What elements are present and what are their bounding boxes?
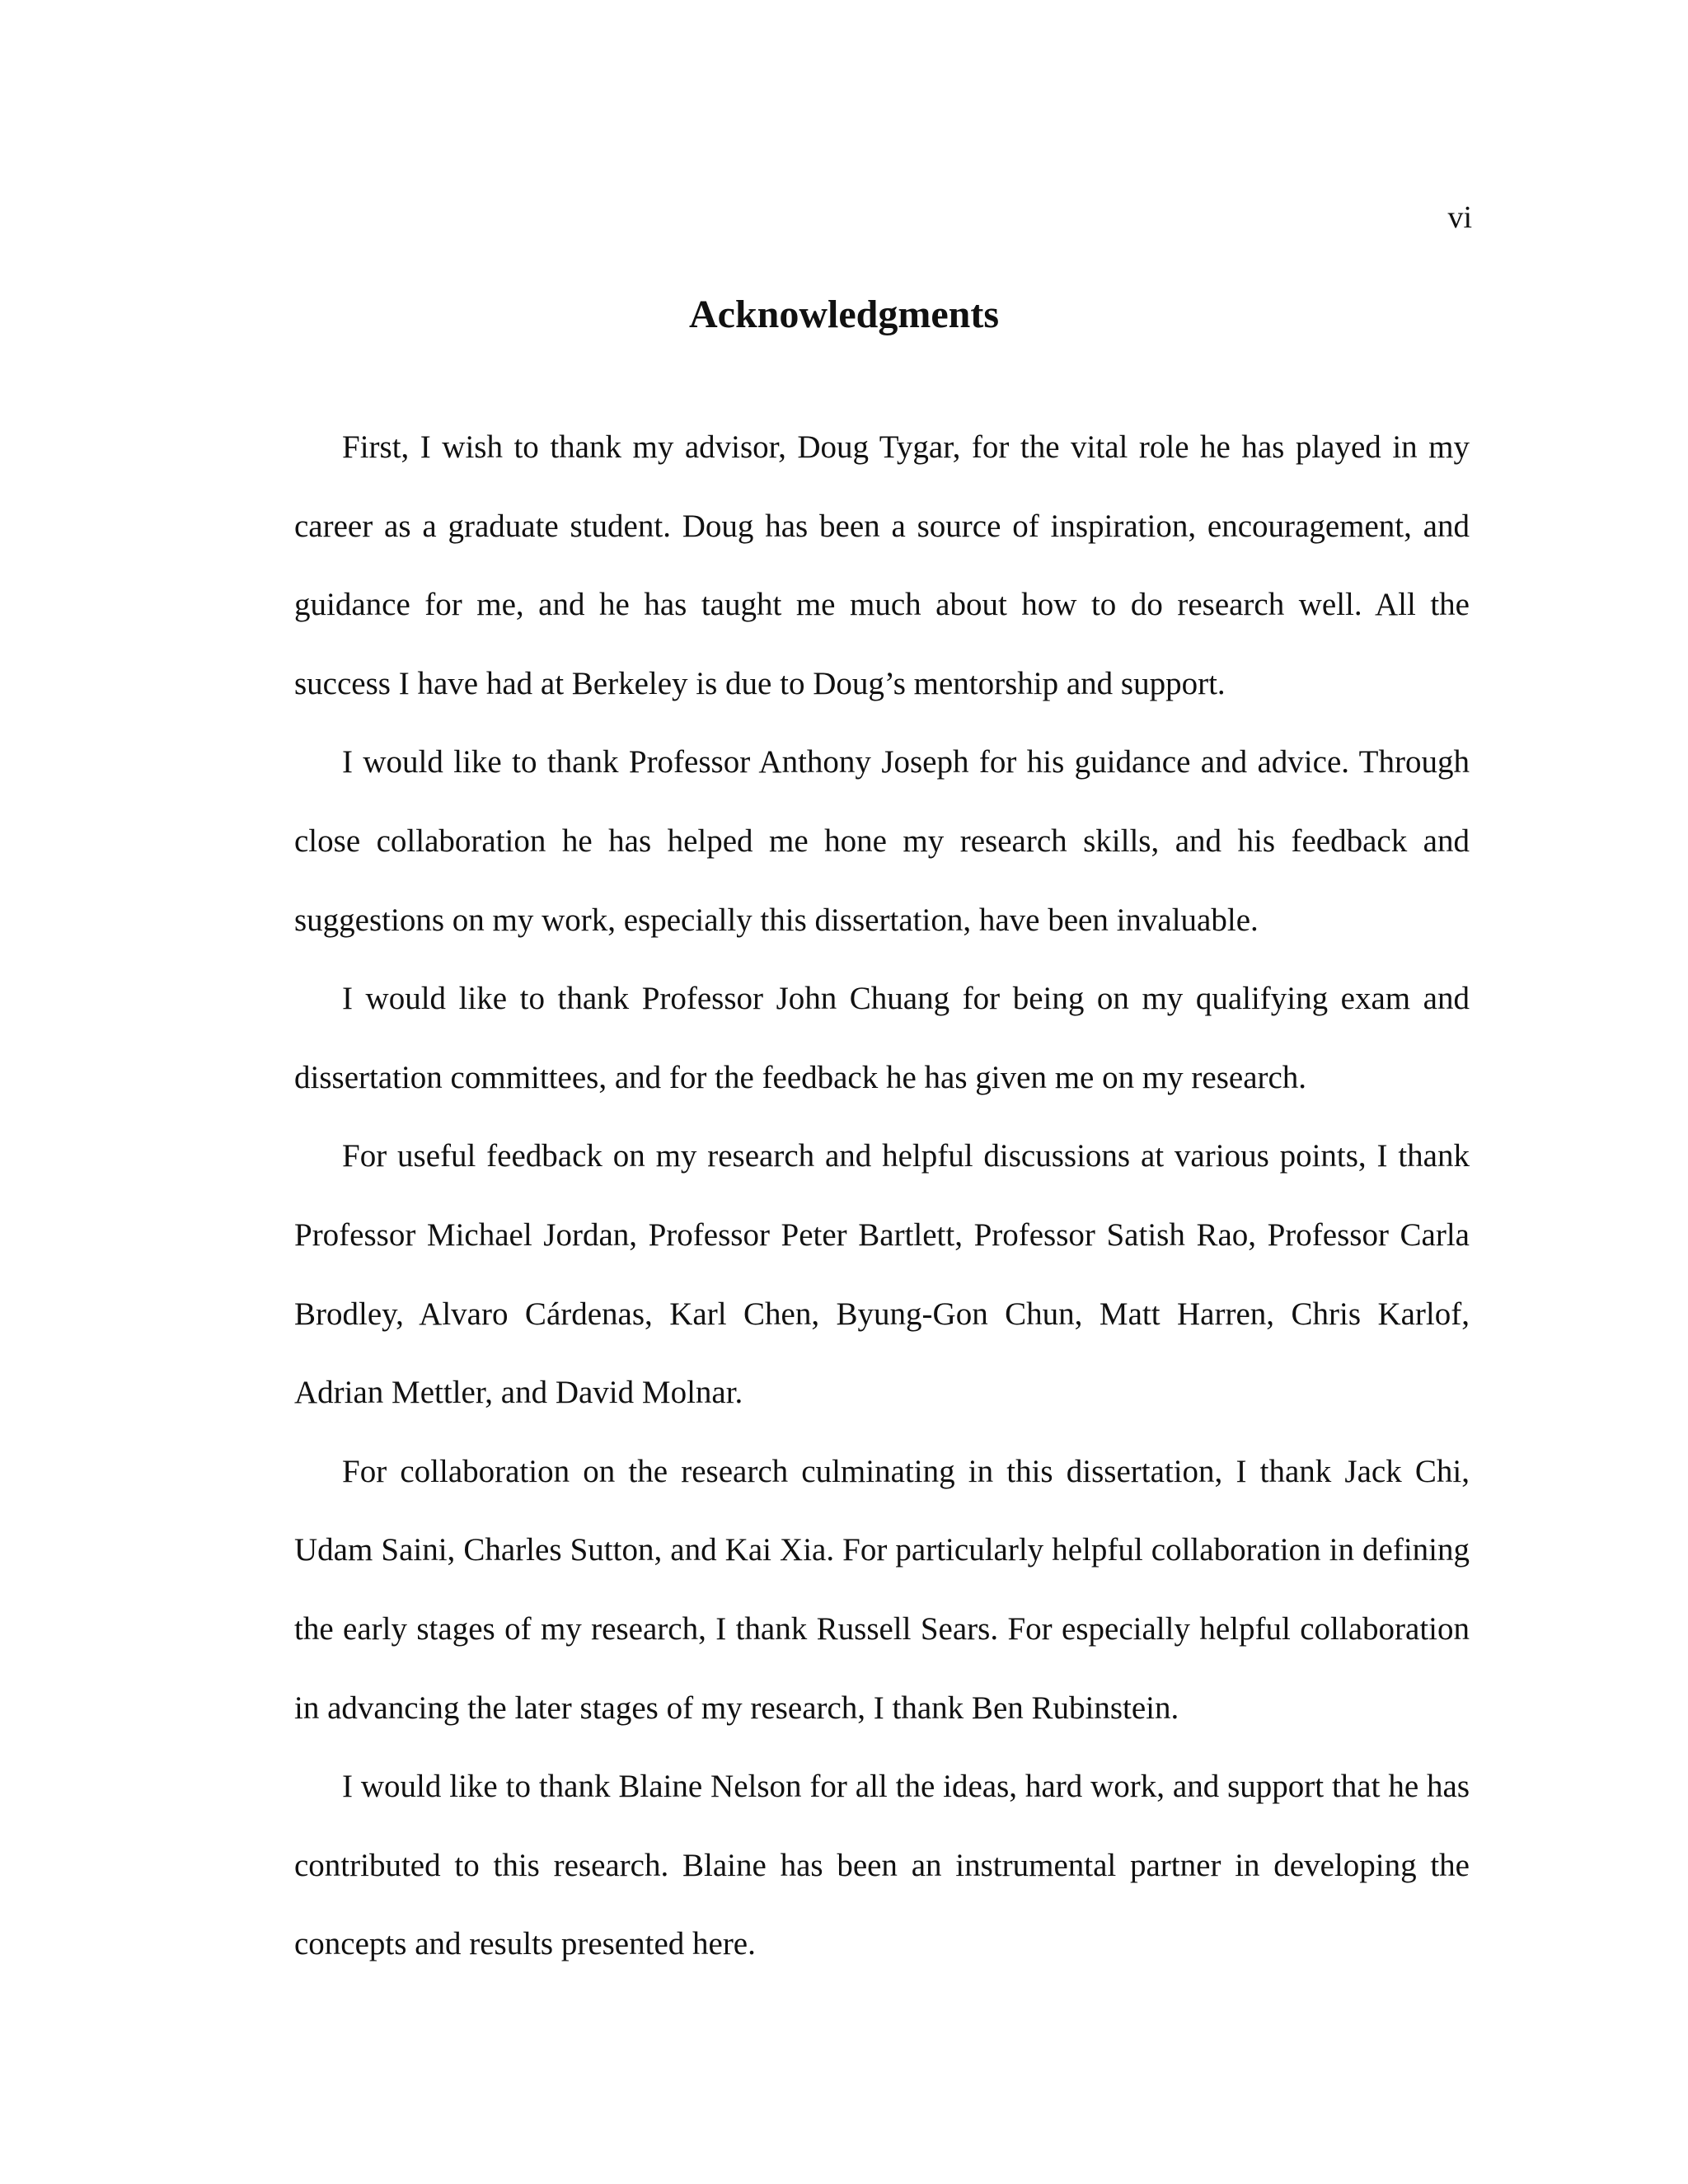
paragraph-collaboration: For collaboration on the research culminating in this dissertation, I thank Jack Chi, Udam Saini, Charles Sutton, and Kai Xia. For particularly helpful collaboration in defining the early stages of my research, I thank Russell Sears. For especially helpful collaboration in advancing the later stages of my research, I thank Ben Rubinstein. [294, 1453, 1470, 1726]
page-title: Acknowledgments [688, 293, 999, 336]
page-number: vi [1447, 200, 1472, 235]
acknowledgments-body [294, 408, 1470, 1984]
paragraph-joseph: I would like to thank Professor Anthony Joseph for his guidance and advice. Through close collaboration he has helped me hone my research skills, and his feedback and suggestions on my work, especially this dissertation, have been invaluable. [294, 744, 1470, 938]
paragraph-chuang: I would like to thank Professor John Chuang for being on my qualifying exam and dissertation committees, and for the feedback he has given me on my research. [294, 981, 1470, 1095]
paragraph-feedback: For useful feedback on my research and helpful discussions at various points, I thank Professor Michael Jordan, Professor Peter Bartlett, Professor Satish Rao, Professor Carla Brodley, Alvaro Cárdenas, Karl Chen, Byung-Gon Chun, Matt Harren, Chris Karlof, Adrian Mettler, and David Molnar. [294, 1138, 1470, 1411]
paragraph-nelson: I would like to thank Blaine Nelson for all the ideas, hard work, and support that he has contributed to this research. Blaine has been an instrumental partner in developing the concepts and results presented here. [294, 1769, 1470, 1962]
paragraph-advisor: First, I wish to thank my advisor, Doug Tygar, for the vital role he has played in my career as a graduate student. Doug has been a source of inspiration, encouragement, and guidance for me, and he has taught me much about how to do research well. All the success I have had at Berkeley is due to Doug’s mentorship and support. [294, 429, 1470, 701]
